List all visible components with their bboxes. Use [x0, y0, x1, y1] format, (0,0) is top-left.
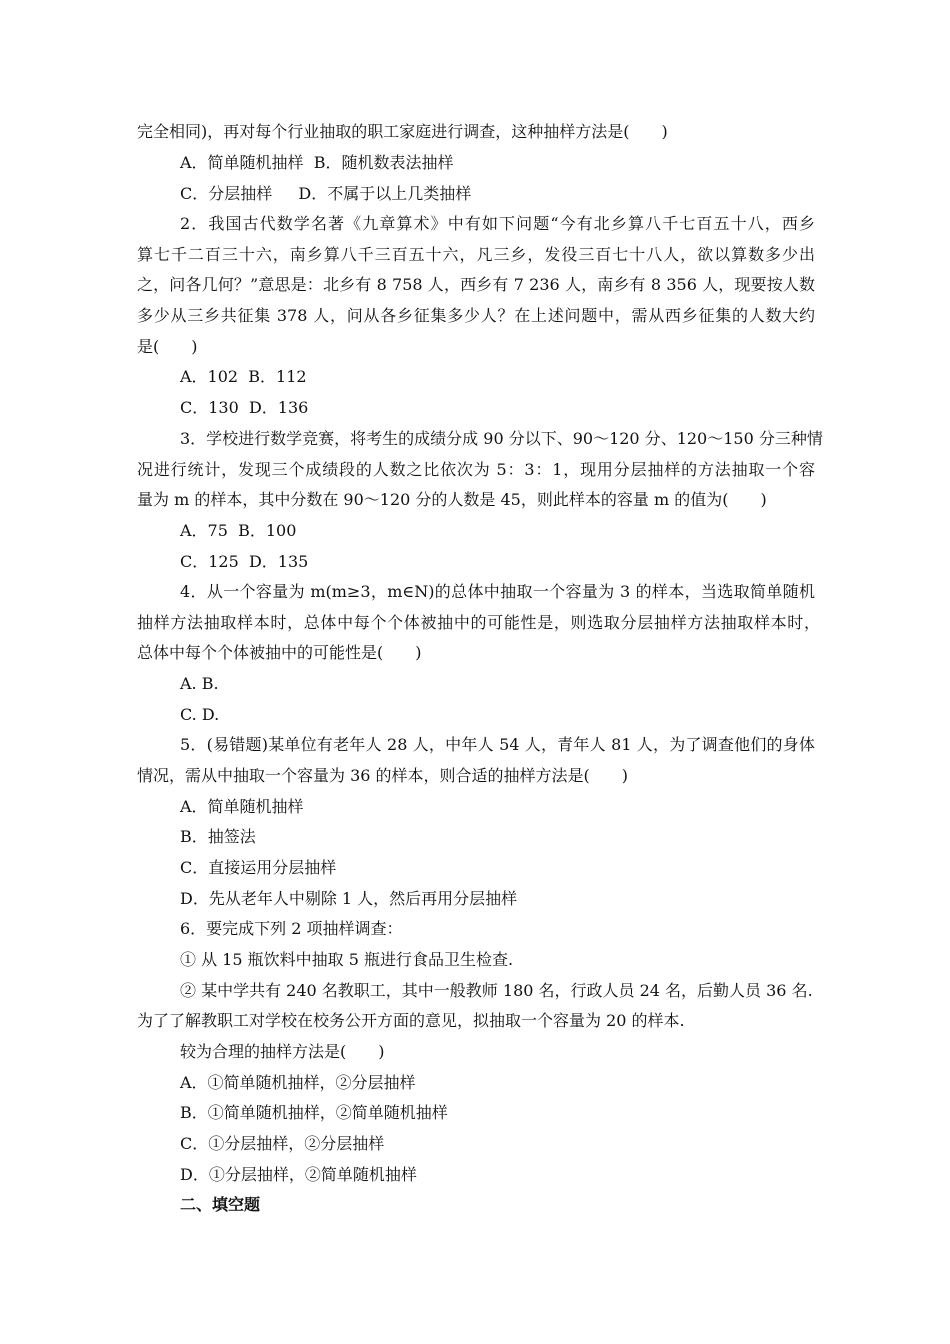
section-heading-fill-in: 二、填空题 — [180, 1195, 261, 1214]
q3-stem-line-1: 3．学校进行数学竞赛，将考生的成绩分成 90 分以下、90～120 分、120～150 分三种情 — [180, 429, 823, 448]
q6-option-a: A．①简单随机抽样，②分层抽样 — [180, 1073, 416, 1092]
q4-stem-line-1: 4．从一个容量为 m(m≥3，m∈N)的总体中抽取一个容量为 3 的样本，当选取简单随机 — [180, 582, 815, 601]
q6-option-d: D．①分层抽样，②简单随机抽样 — [180, 1165, 417, 1184]
q3-options-cd: C．125 D．135 — [180, 552, 309, 571]
q3-stem-line-2: 况进行统计，发现三个成绩段的人数之比依次为 5：3：1，现用分层抽样的方法抽取一个容 — [137, 460, 815, 479]
q5-stem-line-1: 5．(易错题)某单位有老年人 28 人，中年人 54 人，青年人 81 人，为了调查他们的身体 — [180, 735, 815, 754]
q6-stem: 6．要完成下列 2 项抽样调查： — [180, 919, 403, 938]
q2-stem-line-1: 2．我国古代数学名著《九章算术》中有如下问题“今有北乡算八千七百五十八，西乡 — [180, 214, 815, 233]
q6-item-2-line-1: ② 某中学共有 240 名教职工，其中一般教师 180 名，行政人员 24 名，后勤人员 36 名. — [180, 981, 813, 1000]
q2-stem-line-2: 算七千二百三十六，南乡算八千三百五十六，凡三乡，发役三百七十八人，欲以算数多少出 — [137, 245, 815, 264]
q5-option-b: B．抽签法 — [180, 827, 256, 846]
q4-options-cd: C. D. — [180, 705, 220, 724]
q6-item-1: ① 从 15 瓶饮料中抽取 5 瓶进行食品卫生检查. — [180, 950, 514, 969]
q5-option-d: D．先从老年人中剔除 1 人，然后再用分层抽样 — [180, 889, 518, 908]
q1-stem-end: 完全相同)，再对每个行业抽取的职工家庭进行调查，这种抽样方法是( ) — [137, 122, 668, 141]
q2-options-cd: C．130 D．136 — [180, 398, 309, 417]
q4-stem-line-2: 抽样方法抽取样本时，总体中每个个体被抽中的可能性是，则选取分层抽样方法抽取样本时， — [137, 613, 820, 632]
q5-option-a: A．简单随机抽样 — [180, 797, 304, 816]
q2-stem-line-4: 多少从三乡共征集 378 人，问从各乡征集多少人？在上述问题中，需从西乡征集的人数大约 — [137, 306, 815, 325]
q3-stem-line-3: 量为 m 的样本，其中分数在 90～120 分的人数是 45，则此样本的容量 m 的值为( ) — [137, 490, 767, 509]
q5-option-c: C．直接运用分层抽样 — [180, 858, 337, 877]
q6-option-b: B．①简单随机抽样，②简单随机抽样 — [180, 1103, 448, 1122]
q3-options-ab: A．75 B．100 — [180, 521, 297, 540]
q2-stem-line-5: 是( ) — [137, 337, 198, 356]
q6-item-2-line-2: 为了了解教职工对学校在校务公开方面的意见，拟抽取一个容量为 20 的样本. — [137, 1011, 685, 1030]
q1-options-cd: C．分层抽样 D．不属于以上几类抽样 — [180, 184, 472, 203]
q4-options-ab: A. B. — [180, 674, 219, 693]
q6-option-c: C．①分层抽样，②分层抽样 — [180, 1134, 385, 1153]
q2-stem-line-3: 之，问各几何？”意思是：北乡有 8 758 人，西乡有 7 236 人，南乡有 8 356 人，现要按人数 — [137, 275, 815, 294]
q1-options-ab: A．简单随机抽样 B．随机数表法抽样 — [180, 153, 454, 172]
q4-stem-line-3: 总体中每个个体被抽中的可能性是( ) — [137, 643, 422, 662]
q5-stem-line-2: 情况，需从中抽取一个容量为 36 的样本，则合适的抽样方法是( ) — [137, 766, 629, 785]
q6-prompt: 较为合理的抽样方法是( ) — [180, 1042, 385, 1061]
q2-options-ab: A．102 B．112 — [180, 367, 307, 386]
